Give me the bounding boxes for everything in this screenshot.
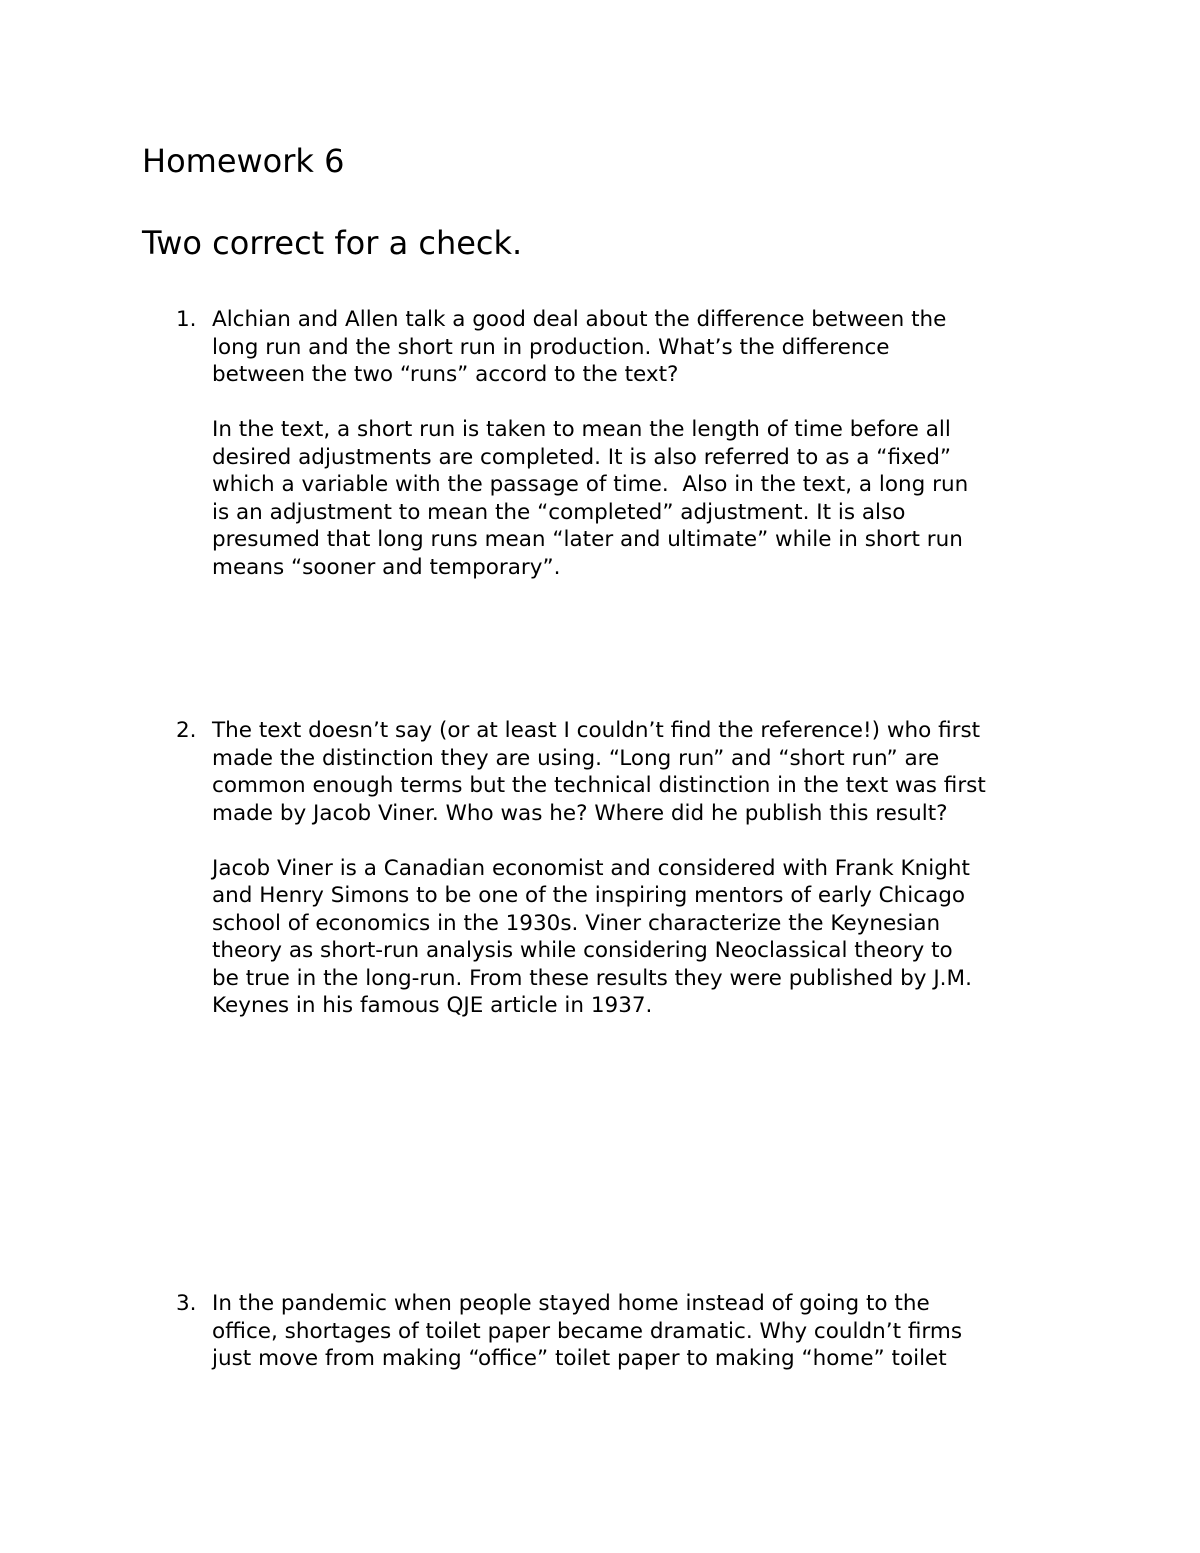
answer-text-line: desired adjustments are completed. It is also referred to as a “fixed” <box>212 444 952 470</box>
answer-text-line: Keynes in his famous QJE article in 1937. <box>212 993 653 1018</box>
document-title: Homework 6 <box>142 142 345 180</box>
answer-text-line: theory as short-run analysis while considering Neoclassical theory to <box>212 938 953 963</box>
answer-text-line: school of economics in the 1930s. Viner characterize the Keynesian <box>212 910 941 936</box>
question-text-line: The text doesn’t say (or at least I couldn’t find the reference!) who first <box>212 718 981 743</box>
answer-text-line: which a variable with the passage of time. Also in the text, a long run <box>212 472 969 497</box>
answer-text-line: presumed that long runs mean “later and ultimate” while in short run <box>212 527 963 552</box>
document-subtitle: Two correct for a check. <box>142 224 523 262</box>
answer-text-line: is an adjustment to mean the “completed” adjustment. It is also <box>212 499 906 525</box>
question-text-line: Alchian and Allen talk a good deal about the difference between the <box>212 307 947 332</box>
answer-text-line: means “sooner and temporary”. <box>212 554 561 580</box>
question-text-line: made the distinction they are using. “Long run” and “short run” are <box>212 745 940 771</box>
question-number: 1. <box>176 307 197 332</box>
question-text-line: long run and the short run in production. What’s the difference <box>212 334 890 360</box>
answer-text-line: Jacob Viner is a Canadian economist and considered with Frank Knight <box>212 855 970 881</box>
question-text-line: In the pandemic when people stayed home instead of going to the <box>212 1291 930 1316</box>
question-text-line: office, shortages of toilet paper became dramatic. Why couldn’t firms <box>212 1318 963 1344</box>
question-text-line: made by Jacob Viner. Who was he? Where did he publish this result? <box>212 800 948 826</box>
question-text-line: common enough terms but the technical distinction in the text was first <box>212 773 986 798</box>
question-number: 3. <box>176 1291 197 1316</box>
answer-text-line: and Henry Simons to be one of the inspiring mentors of early Chicago <box>212 883 966 908</box>
answer-text-line: In the text, a short run is taken to mean the length of time before all <box>212 417 951 442</box>
question-number: 2. <box>176 718 197 743</box>
question-text-line: between the two “runs” accord to the text? <box>212 362 679 387</box>
answer-text-line: be true in the long-run. From these results they were published by J.M. <box>212 965 972 991</box>
question-text-line: just move from making “office” toilet paper to making “home” toilet <box>212 1346 947 1371</box>
